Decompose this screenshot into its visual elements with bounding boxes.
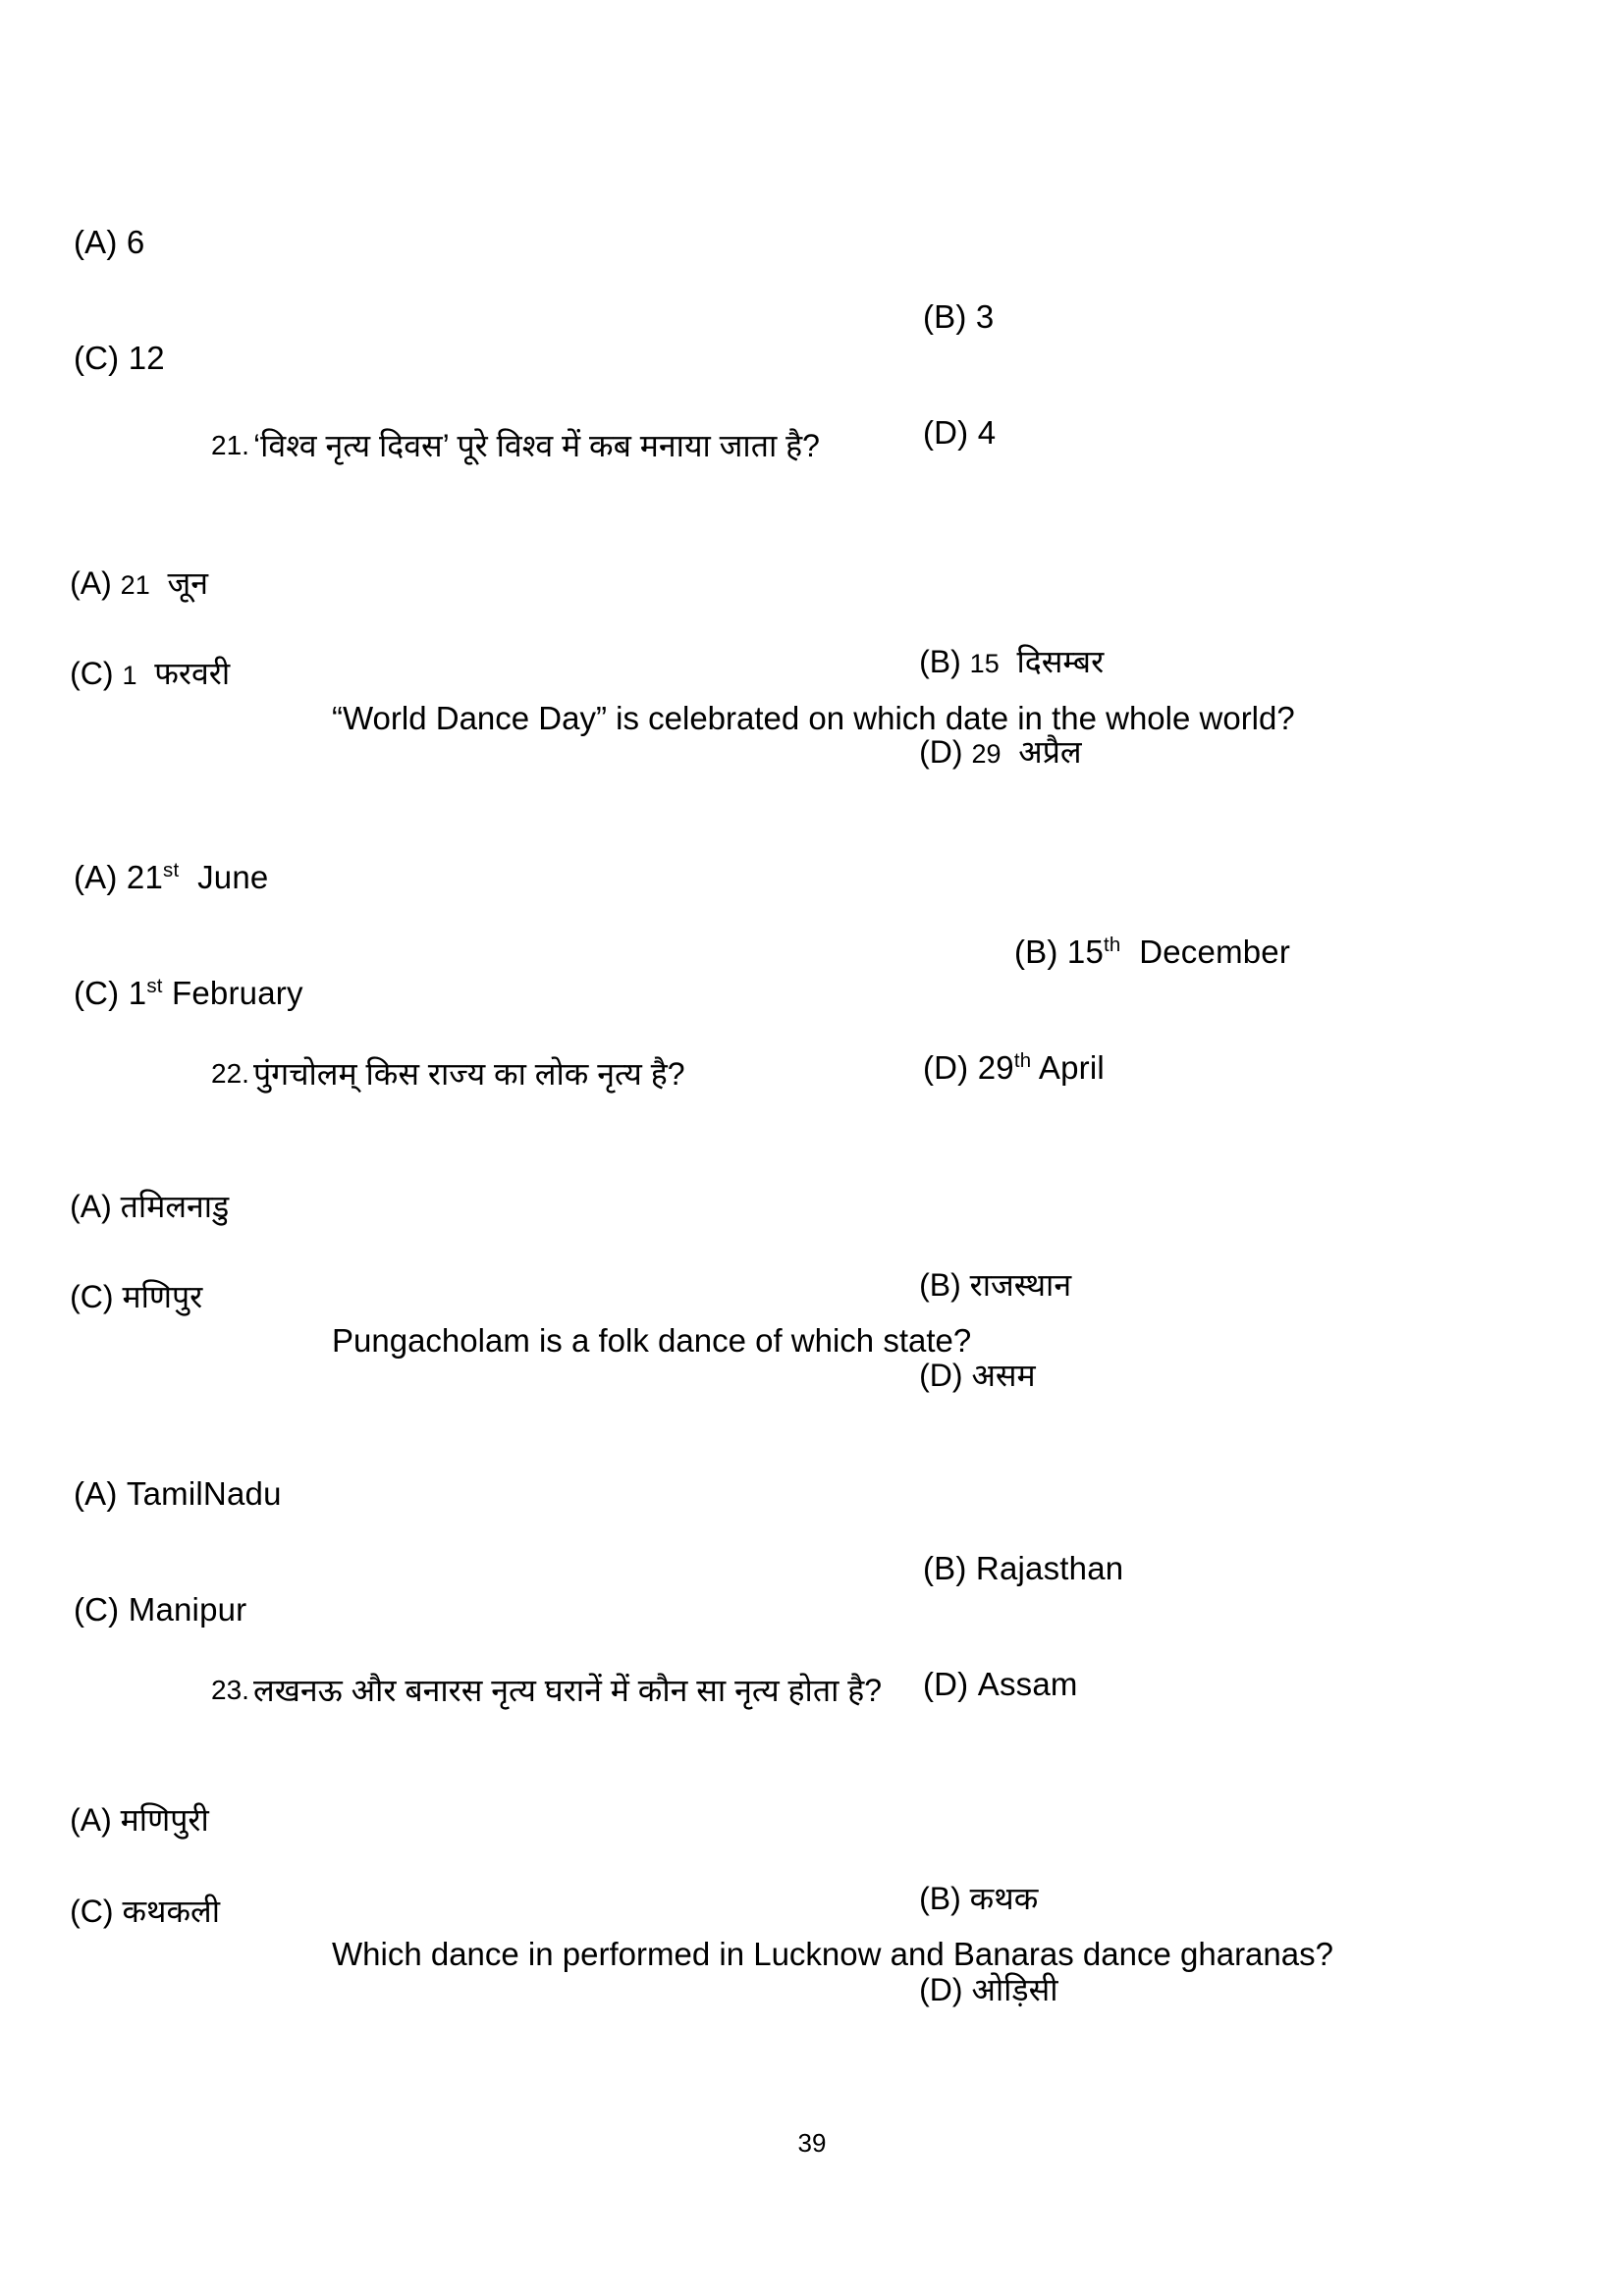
option-text: Manipur: [128, 1591, 247, 1628]
option-tag: (A): [70, 565, 112, 601]
option-text: 3: [975, 298, 995, 335]
option-c[interactable]: [0, 1591, 246, 1665]
option-text: मणिपुरी: [120, 1802, 209, 1838]
option-tag: (D): [922, 414, 969, 451]
question-23-english-text: Which dance in performed in Lucknow and Banaras dance gharanas?: [332, 1936, 1333, 1972]
question-21-english-text: “World Dance Day” is celebrated on which date in the whole world?: [332, 700, 1295, 736]
option-a[interactable]: [0, 1475, 282, 1549]
option-tag: (A): [73, 1475, 118, 1512]
option-text: 12: [128, 340, 165, 376]
option-text: जून: [167, 565, 209, 601]
option-text: June: [188, 859, 269, 895]
question-22-english-text: Pungacholam is a folk dance of which state?: [332, 1322, 972, 1359]
question-21-hindi-text: ‘विश्व नृत्य दिवस’ पूरे विश्व में कब मनाया जाता है?: [253, 428, 820, 463]
option-tag: (A): [70, 1189, 112, 1224]
option-row: [0, 822, 1624, 970]
option-text: 4: [977, 414, 997, 451]
option-tag: (D): [919, 1358, 963, 1393]
option-d[interactable]: [849, 377, 996, 489]
option-text: कथक: [969, 1881, 1039, 1916]
question-22-hindi-text: पुंगचोलम् किस राज्य का लोक नृत्य है?: [253, 1056, 685, 1092]
ordinal-suffix: st: [146, 975, 163, 997]
option-text: April: [1031, 1049, 1105, 1086]
option-text: अप्रैल: [1018, 734, 1082, 770]
option-tag: (D): [922, 1666, 969, 1702]
page-number: 39: [797, 2128, 827, 2158]
option-c[interactable]: [0, 340, 165, 413]
option-tag: (D): [922, 1049, 969, 1086]
option-tag: (A): [70, 1802, 112, 1838]
option-tag: (C): [70, 1279, 114, 1314]
option-text: तमिलनाडु: [120, 1189, 230, 1224]
question-number-21: 21.: [211, 430, 249, 460]
option-number: 29: [971, 739, 1001, 769]
ordinal-suffix: th: [1013, 1049, 1032, 1072]
option-tag: (B): [922, 298, 967, 335]
option-text: मणिपुर: [122, 1279, 203, 1314]
option-number: 15: [969, 649, 1000, 678]
option-text: दिसम्बर: [1016, 644, 1105, 679]
option-text: कथकली: [122, 1894, 221, 1929]
option-number: 21: [120, 570, 150, 600]
option-value: 21: [126, 859, 164, 895]
option-text: असम: [971, 1358, 1036, 1393]
option-text: फरवरी: [154, 656, 231, 691]
option-text: December: [1129, 934, 1291, 970]
option-tag: (A): [73, 224, 118, 260]
option-c[interactable]: [0, 656, 230, 729]
option-tag: (B): [919, 644, 961, 679]
option-tag: (B): [1013, 934, 1058, 970]
option-number: 1: [122, 661, 137, 690]
option-text: TamilNadu: [126, 1475, 282, 1512]
option-tag: (B): [919, 1267, 961, 1303]
option-tag: (C): [70, 656, 114, 691]
option-a[interactable]: [0, 224, 144, 297]
option-d[interactable]: [849, 1012, 1105, 1124]
option-c[interactable]: [0, 975, 303, 1048]
ordinal-suffix: st: [163, 859, 180, 881]
option-text: Rajasthan: [975, 1550, 1124, 1586]
question-23-hindi-text: लखनऊ और बनारस नृत्य घरानें में कौन सा नृत्य होता है?: [253, 1673, 883, 1708]
option-tag: (B): [922, 1550, 967, 1586]
option-row: [0, 1438, 1624, 1586]
option-tag: (C): [73, 340, 120, 376]
option-row: [0, 187, 1624, 335]
option-tag: (B): [919, 1881, 961, 1916]
option-text: राजस्थान: [969, 1267, 1072, 1303]
option-tag: (A): [73, 859, 118, 895]
option-d[interactable]: [849, 1629, 1078, 1740]
option-text: 6: [126, 224, 145, 260]
question-number-22: 22.: [211, 1058, 249, 1089]
option-tag: (C): [73, 975, 120, 1011]
option-a[interactable]: [0, 859, 268, 933]
option-tag: (D): [919, 1972, 963, 2007]
ordinal-suffix: th: [1104, 934, 1121, 956]
option-tag: (C): [70, 1894, 114, 1929]
option-value: 29: [977, 1049, 1014, 1086]
option-value: 15: [1066, 934, 1105, 970]
option-text: ओड़िसी: [971, 1972, 1058, 2007]
option-text: February: [162, 975, 303, 1011]
question-number-23: 23.: [211, 1675, 249, 1705]
option-text: Assam: [977, 1666, 1078, 1702]
option-tag: (C): [73, 1591, 120, 1628]
option-c[interactable]: [0, 1894, 220, 1967]
option-tag: (D): [919, 734, 963, 770]
option-value: 1: [128, 975, 147, 1011]
option-c[interactable]: [0, 1279, 202, 1353]
